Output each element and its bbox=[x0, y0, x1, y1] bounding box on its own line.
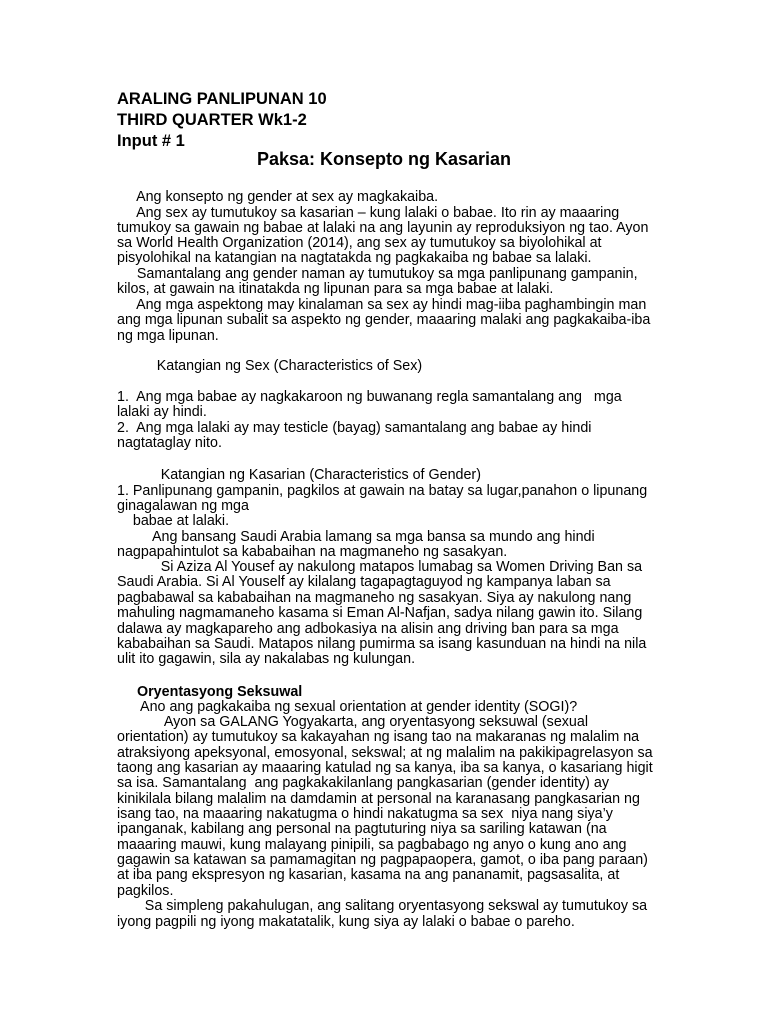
gender-line: nagpapahintulot sa kababaihan na magmaneho ng sasakyan. bbox=[117, 544, 508, 560]
gender-line: pagbabawal sa kababaihan na magmaneho ng sasakyan. Siya ay nakulong nang bbox=[117, 590, 632, 606]
intro-line: pisyolohikal na katangian na nagtatakda ng pagkakaiba ng babae sa lalaki. bbox=[117, 250, 592, 266]
gender-line: ginagalawan ng mga bbox=[117, 498, 249, 514]
quarter-week-label: THIRD QUARTER Wk1-2 bbox=[117, 111, 307, 129]
gender-line: Si Aziza Al Yousef ay nakulong matapos lumabag sa Women Driving Ban sa bbox=[117, 559, 643, 575]
orientation-line: maaaring mauwi, kung malayang pinipili, sa pagbabago ng anyo o kung ano ang bbox=[117, 837, 627, 853]
input-number-label: Input # 1 bbox=[117, 132, 185, 150]
orientation-line: orientation) ay tumutukoy sa kakayahan ng isang tao na makaranas ng malalim na bbox=[117, 729, 640, 745]
gender-line: babae at lalaki. bbox=[117, 513, 230, 529]
orientation-line: isang tao, na maaaring nakatugma o hindi nakatugma sa sex niya nang siya’y bbox=[117, 806, 613, 822]
gender-line: ulit ito gagawin, sila ay nakalabas ng kulungan. bbox=[117, 651, 416, 667]
intro-line: Ang mga aspektong may kinalaman sa sex ay hindi mag-iiba paghambingin man bbox=[117, 297, 647, 313]
orientation-line: sa isa. Samantalang ang pagkakakilanlang pangkasarian (gender identity) ay bbox=[117, 775, 609, 791]
gender-line: Saudi Arabia. Si Al Youself ay kilalang tagapagtaguyod ng kampanya laban sa bbox=[117, 574, 611, 590]
intro-line: kilos, at gawain na itinatakda ng lipunan para sa mga babae at lalaki. bbox=[117, 281, 554, 297]
orientation-line: Ayon sa GALANG Yogyakarta, ang oryentasyong seksuwal (sexual bbox=[117, 714, 589, 730]
intro-line: tumukoy sa gawain ng babae at lalaki na ang layunin ay reproduksiyon ng tao. Ayon bbox=[117, 220, 649, 236]
orientation-line: gagawin sa katawan sa pamamagitan ng pagpapaopera, gamot, o iba pang paraan) bbox=[117, 852, 648, 868]
orientation-line: ipanganak, kabilang ang personal na pagtuturing niya sa sariling katawan (na bbox=[117, 821, 607, 837]
gender-line: mahuling nagmamaneho kasama si Eman Al-Nafjan, sadya nilang gawin ito. Silang bbox=[117, 605, 643, 621]
sexual-orientation-heading: Oryentasyong Seksuwal bbox=[137, 684, 303, 700]
gender-line: 1. Panlipunang gampanin, pagkilos at gawain na batay sa lugar,panahon o lipunang bbox=[117, 483, 648, 499]
orientation-line: taong ang kasarian ay maaaring katulad ng sa kanya, iba sa kanya, o kasariang higit bbox=[117, 760, 653, 776]
topic-heading: Paksa: Konsepto ng Kasarian bbox=[256, 149, 512, 169]
gender-line: dalawa ay magkapareho ang adbokasiya na alisin ang driving ban para sa mga bbox=[117, 621, 619, 637]
intro-line: sa World Health Organization (2014), ang sex ay tumutukoy sa biyolohikal at bbox=[117, 235, 602, 251]
intro-line: ng mga lipunan. bbox=[117, 328, 219, 344]
intro-line: Samantalang ang gender naman ay tumutukoy sa mga panlipunang gampanin, bbox=[117, 266, 638, 282]
orientation-line: Sa simpleng pakahulugan, ang salitang oryentasyong sekswal ay tumutukoy sa bbox=[117, 898, 648, 914]
sex-list-line: nagtataglay nito. bbox=[117, 435, 222, 451]
sex-list-line: 2. Ang mga lalaki ay may testicle (bayag) samantalang ang babae ay hindi bbox=[117, 420, 592, 436]
sex-characteristics-heading: Katangian ng Sex (Characteristics of Sex) bbox=[117, 358, 423, 374]
orientation-line: pagkilos. bbox=[117, 883, 174, 899]
orientation-line: kinikilala bilang malalim na damdamin at personal na karanasang pangkasarian ng bbox=[117, 791, 640, 807]
subject-title: ARALING PANLIPUNAN 10 bbox=[117, 90, 327, 108]
gender-line: Ang bansang Saudi Arabia lamang sa mga bansa sa mundo ang hindi bbox=[117, 529, 595, 545]
sex-list-line: lalaki ay hindi. bbox=[117, 404, 207, 420]
intro-line: Ang konsepto ng gender at sex ay magkakaiba. bbox=[117, 189, 439, 205]
gender-line: kababaihan sa Saudi. Matapos nilang pumirma sa isang kasunduan na hindi na nila bbox=[117, 636, 647, 652]
orientation-line: atraksiyong apeksyonal, emosyonal, sekswal; at ng malalim na pakikipagrelasyon sa bbox=[117, 745, 653, 761]
intro-line: Ang sex ay tumutukoy sa kasarian – kung lalaki o babae. Ito rin ay maaaring bbox=[117, 205, 620, 221]
intro-line: ang mga lipunan subalit sa aspekto ng gender, maaaring malaki ang pagkakaiba-iba bbox=[117, 312, 651, 328]
sex-list-line: 1. Ang mga babae ay nagkakaroon ng buwanang regla samantalang ang mga bbox=[117, 389, 622, 405]
gender-characteristics-heading: Katangian ng Kasarian (Characteristics of Gender) bbox=[117, 467, 481, 483]
orientation-line: Ano ang pagkakaiba ng sexual orientation at gender identity (SOGI)? bbox=[117, 699, 578, 715]
orientation-line: iyong pagpili ng iyong makatatalik, kung siya ay lalaki o babae o pareho. bbox=[117, 914, 575, 930]
orientation-line: at iba pang ekspresyon ng kasarian, kasama na ang pananamit, pagsasalita, at bbox=[117, 867, 620, 883]
